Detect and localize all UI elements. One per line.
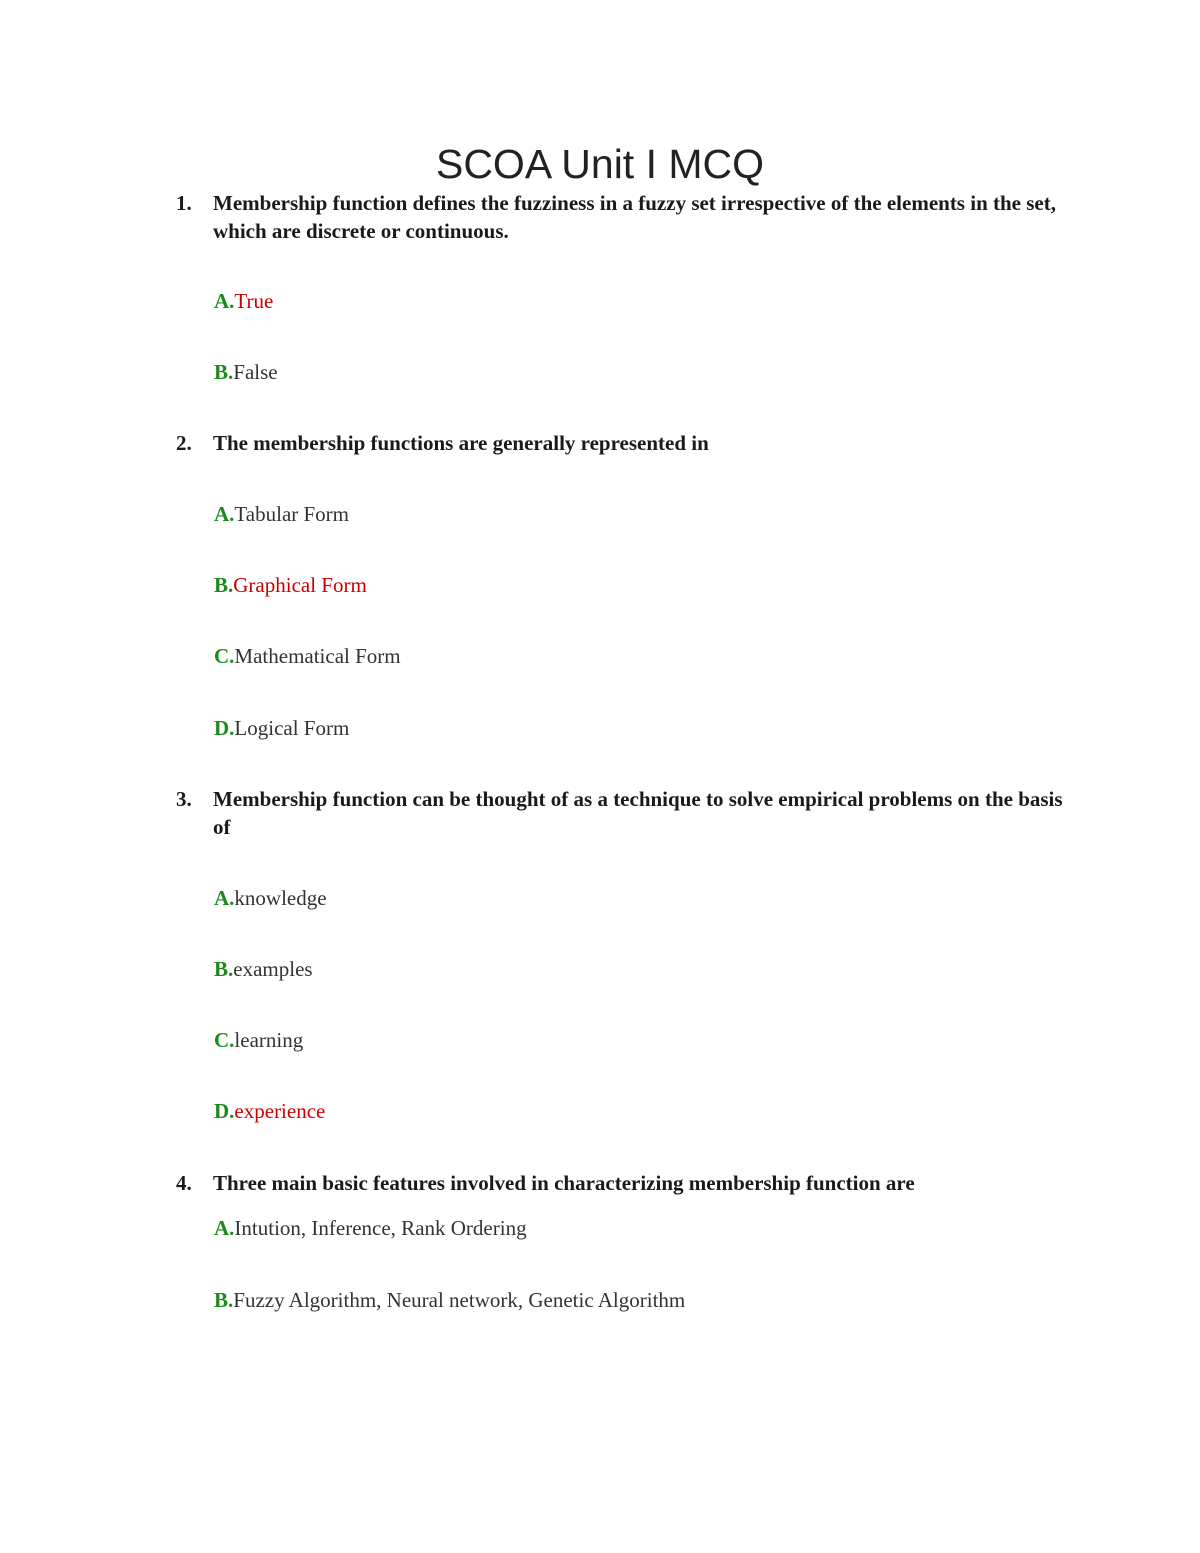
- question-4-option-a: [214, 1214, 527, 1242]
- question-1-option-b: [214, 358, 278, 386]
- question-3-option-c: [214, 1026, 303, 1054]
- question-1-number: 1.: [176, 191, 192, 215]
- question-4-option-b: [214, 1286, 685, 1314]
- question-2-text: The membership functions are generally represented in: [213, 431, 709, 455]
- option-text: experience: [234, 1099, 326, 1123]
- question-3-number: 3.: [176, 787, 192, 811]
- option-text: Tabular Form: [234, 502, 350, 526]
- option-text: learning: [234, 1028, 304, 1052]
- option-text: Fuzzy Algorithm, Neural network, Genetic Algorithm: [233, 1288, 686, 1312]
- question-1-text: Membership function defines the fuzziness in a fuzzy set irrespective of the elements in the set, which are discrete or continuous.: [213, 191, 1056, 243]
- option-text: examples: [233, 957, 313, 981]
- option-letter: D.: [214, 716, 235, 740]
- question-3-option-d: [214, 1097, 325, 1125]
- option-letter: B.: [214, 1288, 234, 1312]
- question-4-number: 4.: [176, 1171, 192, 1195]
- question-2-option-d: [214, 714, 349, 742]
- option-text: Mathematical Form: [234, 644, 401, 668]
- option-letter: A.: [214, 289, 235, 313]
- option-letter: D.: [214, 1099, 235, 1123]
- question-3-option-a: [214, 884, 327, 912]
- question-4-text: Three main basic features involved in characterizing membership function are: [213, 1171, 915, 1195]
- option-letter: A.: [214, 886, 235, 910]
- option-text: False: [233, 360, 278, 384]
- question-1-option-a: [214, 287, 273, 315]
- question-2-number: 2.: [176, 431, 192, 455]
- option-text: True: [234, 289, 274, 313]
- option-letter: C.: [214, 1028, 235, 1052]
- question-2-option-b: [214, 571, 367, 599]
- option-letter: B.: [214, 957, 234, 981]
- option-text: Intution, Inference, Rank Ordering: [234, 1216, 527, 1240]
- option-letter: B.: [214, 573, 234, 597]
- option-text: Graphical Form: [233, 573, 367, 597]
- option-letter: C.: [214, 644, 235, 668]
- question-2-option-a: [214, 500, 349, 528]
- option-text: knowledge: [234, 886, 327, 910]
- option-letter: A.: [214, 1216, 235, 1240]
- option-letter: B.: [214, 360, 234, 384]
- option-text: Logical Form: [234, 716, 350, 740]
- question-2-option-c: [214, 642, 401, 670]
- option-letter: A.: [214, 502, 235, 526]
- page-title: SCOA Unit I MCQ: [435, 141, 765, 187]
- question-3-text: Membership function can be thought of as a technique to solve empirical problems on the basis of: [213, 787, 1063, 839]
- question-3-option-b: [214, 955, 313, 983]
